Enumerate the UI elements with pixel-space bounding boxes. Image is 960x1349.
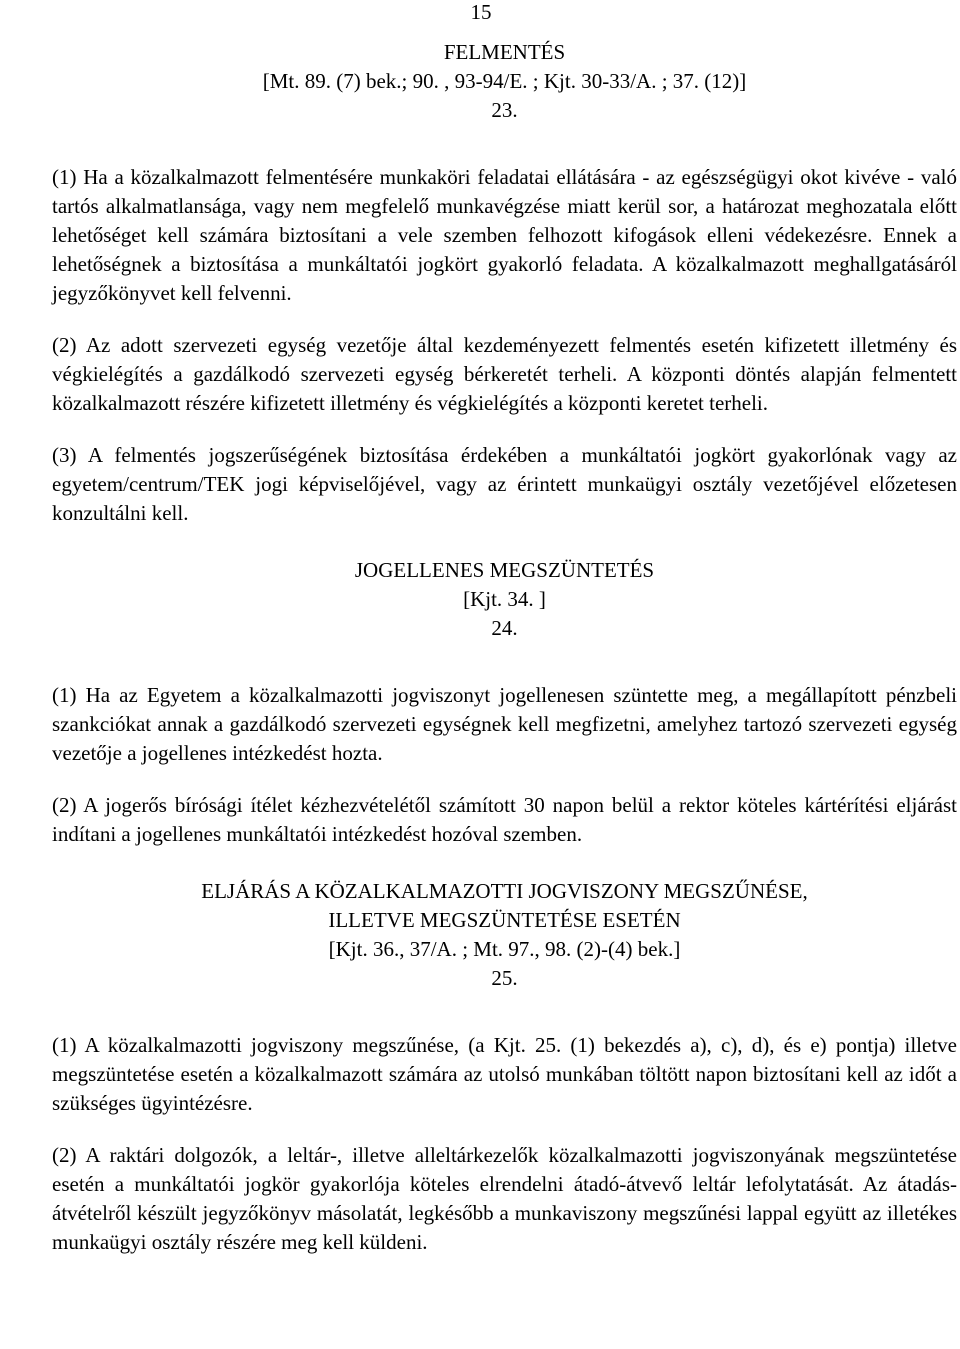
document-body xyxy=(52,38,957,1257)
section-number: 24. xyxy=(491,616,518,640)
paragraph: (2) A jogerős bírósági ítélet kézhezvételétől számított 30 napon belül a rektor köteles kártérítési eljárást indítani a jogellenes munkáltatói intézkedést hozóval szemben. xyxy=(52,793,957,846)
section-title: JOGELLENES MEGSZÜNTETÉS xyxy=(354,558,655,582)
section-number: 23. xyxy=(491,98,518,122)
section-title: FELMENTÉS xyxy=(443,40,566,64)
section-number: 25. xyxy=(491,966,518,990)
paragraph: (1) A közalkalmazotti jogviszony megszűnése, (a Kjt. 25. (1) bekezdés a), c), d), és e) pontja) illetve megszüntetése esetén a közalkalmazott számára az utolsó munkában töltött napon biztosítani kell az időt a szükséges ügyintézésre. xyxy=(52,1033,957,1115)
page-number: 15 xyxy=(470,0,492,24)
section-legal-reference: [Kjt. 34. ] xyxy=(463,587,546,611)
section-heading-jogellenes xyxy=(52,556,957,643)
paragraph: (2) A raktári dolgozók, a leltár-, illetve alleltárkezelők közalkalmazotti jogviszonyának megszüntetése esetén a munkáltatói jogkör gyakorlója köteles elrendelni átadó-átvevő leltár lefolytatását. Az átadás-átvételről készült jegyzőkönyv másolatát, legkésőbb a munkaviszony megszűnési lappal együtt az illetékes munkaügyi osztály részére meg kell küldeni. xyxy=(52,1143,957,1254)
paragraph: (2) Az adott szervezeti egység vezetője által kezdeményezett felmentés esetén kifizetett illetmény és végkielégítés a gazdálkodó szervezeti egység bérkeretét terheli. A központi döntés alapján felmentett közalkalmazott részére kifizetett illetmény és végkielégítés a központi keretet terheli. xyxy=(52,333,957,415)
section-heading-eljaras xyxy=(52,877,957,993)
section-heading-felmentes xyxy=(52,38,957,125)
paragraph: (1) Ha a közalkalmazott felmentésére munkaköri feladatai ellátására - az egészségügyi okot kivéve - való tartós alkalmatlansága, vagy nem megfelelő munkavégzése miatt kerül sor, a határozat meghozatala előtt lehetőséget kell számára biztosítani a vele szemben felhozott kifogások elleni védekezésre. Ennek a lehetőségnek a biztosítása a munkáltatói jogkört gyakorló feladata. A közalkalmazott meghallgatásáról jegyzőkönyvet kell felvenni. xyxy=(52,165,957,305)
section-title: ELJÁRÁS A KÖZALKALMAZOTTI JOGVISZONY MEGSZŰNÉSE, xyxy=(201,879,808,903)
paragraph: (1) Ha az Egyetem a közalkalmazotti jogviszonyt jogellenesen szüntette meg, a megállapított pénzbeli szankciókat annak a gazdálkodó szervezeti egységnek kell megfizetni, amelyhez tartozó szervezeti egység vezetője a jogellenes intézkedést hozta. xyxy=(52,683,957,765)
paragraph: (3) A felmentés jogszerűségének biztosítása érdekében a munkáltatói jogkört gyakorlónak vagy az egyetem/centrum/TEK jogi képviselőjével, vagy az érintett munkaügyi osztály vezetőjével előzetesen konzultálni kell. xyxy=(52,443,957,525)
section-title-line2: ILLETVE MEGSZÜNTETÉSE ESETÉN xyxy=(328,908,681,932)
section-legal-reference: [Kjt. 36., 37/A. ; Mt. 97., 98. (2)-(4) bek.] xyxy=(328,937,681,961)
section-legal-reference: [Mt. 89. (7) bek.; 90. , 93-94/E. ; Kjt. 30-33/A. ; 37. (12)] xyxy=(262,69,747,93)
